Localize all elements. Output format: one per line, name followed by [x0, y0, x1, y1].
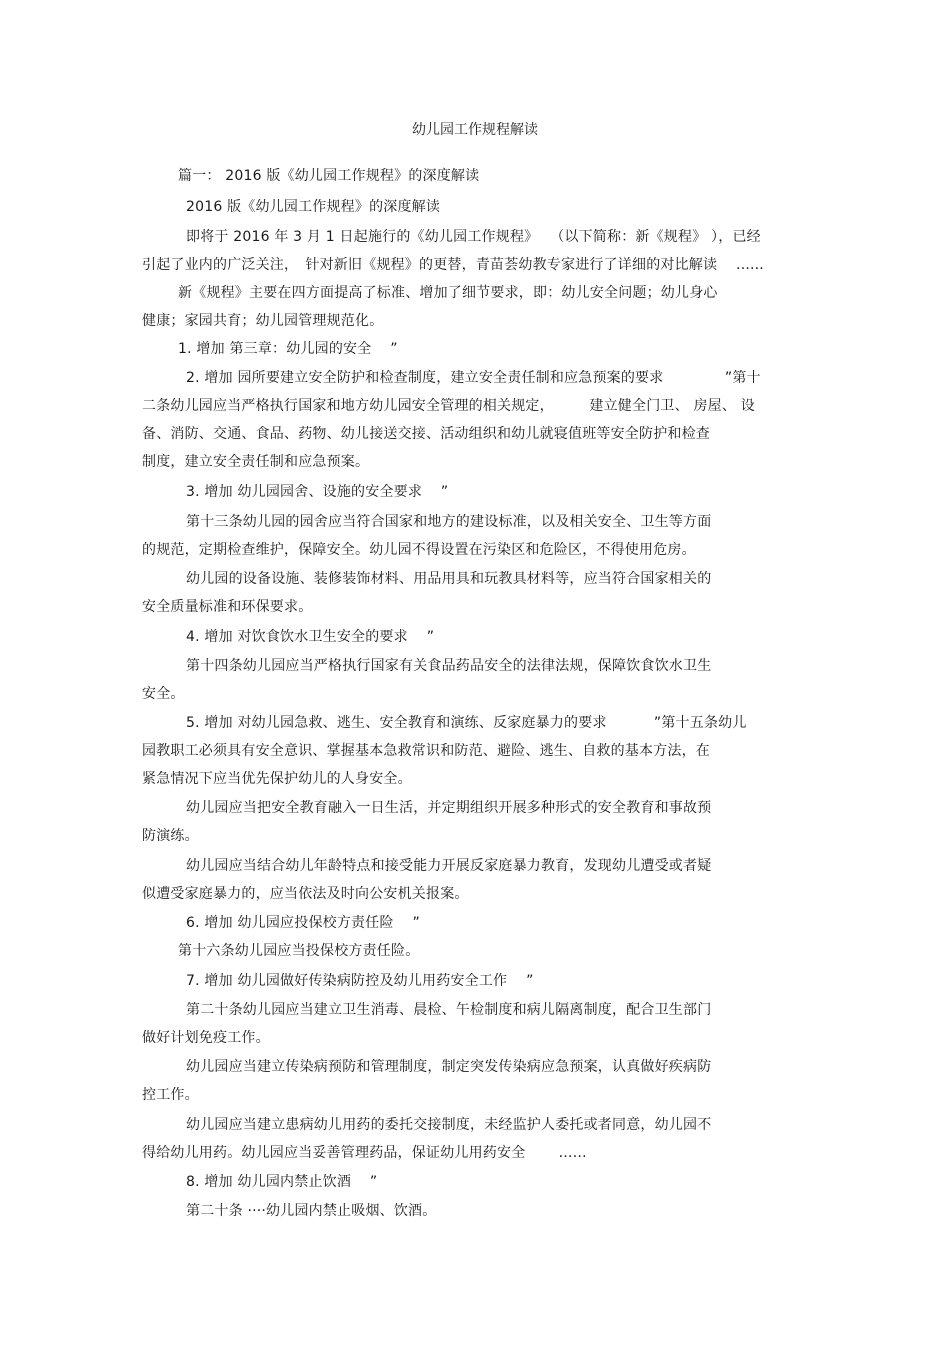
page-title: 幼儿园工作规程解读	[412, 122, 538, 138]
list-item-heading: 6. 增加 幼儿园应投保校方责任险 ”	[186, 915, 420, 931]
list-item-heading: 8. 增加 幼儿园内禁止饮酒 ”	[186, 1174, 378, 1190]
paragraph-line: 似遭受家庭暴力的，应当依法及时向公安机关报案。	[142, 886, 469, 902]
paragraph-line: 得给幼儿用药。幼儿园应当妥善管理药品，保证幼儿用药安全 ……	[142, 1145, 587, 1161]
paragraph-line: 第二十条 ····幼儿园内禁止吸烟、饮酒。	[186, 1203, 437, 1219]
sub-heading: 2016 版《幼儿园工作规程》的深度解读	[186, 199, 441, 215]
list-item-heading: 4. 增加 对饮食饮水卫生安全的要求 ”	[186, 629, 435, 645]
paragraph-line: 控工作。	[142, 1087, 199, 1103]
paragraph-line: 紧急情况下应当优先保护幼儿的人身安全。	[142, 771, 412, 787]
paragraph-line: 第十六条幼儿园应当投保校方责任险。	[178, 943, 420, 959]
paragraph-line: 健康；家园共育；幼儿园管理规范化。	[142, 313, 384, 329]
paragraph-line: 做好计划免疫工作。	[142, 1030, 270, 1046]
list-item-heading: 5. 增加 对幼儿园急救、逃生、安全教育和演练、反家庭暴力的要求 ”第十五条幼儿	[186, 715, 747, 731]
list-item-heading: 1. 增加 第三章：幼儿园的安全 ”	[178, 341, 398, 357]
paragraph-line: 的规范，定期检查维护，保障安全。幼儿园不得设置在污染区和危险区，不得使用危房。	[142, 542, 696, 558]
paragraph-line: 第十三条幼儿园的园舍应当符合国家和地方的建设标准，以及相关安全、卫生等方面	[186, 514, 712, 530]
paragraph-line: 安全。	[142, 686, 185, 702]
list-item-heading: 2. 增加 园所要建立安全防护和检查制度，建立安全责任制和应急预案的要求 ”第十	[186, 370, 761, 386]
section-heading: 篇一： 2016 版《幼儿园工作规程》的深度解读	[178, 168, 480, 184]
paragraph-line: 幼儿园应当建立患病幼儿用药的委托交接制度，未经监护人委托或者同意，幼儿园不	[186, 1117, 712, 1133]
paragraph-line: 防演练。	[142, 828, 199, 844]
paragraph-line: 即将于 2016 年 3 月 1 日起施行的《幼儿园工作规程》 （以下简称：新《规程》 ），已经	[186, 229, 761, 245]
list-item-heading: 7. 增加 幼儿园做好传染病防控及幼儿用药安全工作 ”	[186, 973, 534, 989]
list-item-heading: 3. 增加 幼儿园园舍、设施的安全要求 ”	[186, 484, 449, 500]
paragraph-line: 引起了业内的广泛关注， 针对新旧《规程》的更替，青苗荟幼教专家进行了详细的对比解读 ......	[142, 257, 764, 273]
paragraph-line: 第二十条幼儿园应当建立卫生消毒、晨检、午检制度和病儿隔离制度，配合卫生部门	[186, 1002, 712, 1018]
paragraph-line: 安全质量标准和环保要求。	[142, 599, 313, 615]
paragraph-line: 幼儿园应当建立传染病预防和管理制度，制定突发传染病应急预案，认真做好疾病防	[186, 1059, 712, 1075]
paragraph-line: 二条幼儿园应当严格执行国家和地方幼儿园安全管理的相关规定， 建立健全门卫、 房屋、 设	[142, 398, 755, 414]
paragraph-line: 幼儿园的设备设施、装修装饰材料、用品用具和玩教具材料等，应当符合国家相关的	[186, 571, 712, 587]
paragraph-line: 幼儿园应当结合幼儿年龄特点和接受能力开展反家庭暴力教育，发现幼儿遭受或者疑	[186, 858, 712, 874]
paragraph-line: 园教职工必须具有安全意识、掌握基本急救常识和防范、避险、逃生、自救的基本方法，在	[142, 743, 710, 759]
paragraph-line: 第十四条幼儿园应当严格执行国家有关食品药品安全的法律法规，保障饮食饮水卫生	[186, 658, 712, 674]
paragraph-line: 新《规程》主要在四方面提高了标准、增加了细节要求，即：幼儿安全问题；幼儿身心	[178, 285, 718, 301]
paragraph-line: 幼儿园应当把安全教育融入一日生活，并定期组织开展多种形式的安全教育和事故预	[186, 800, 712, 816]
paragraph-line: 备、消防、交通、食品、药物、幼儿接送交接、活动组织和幼儿就寝值班等安全防护和检查	[142, 426, 710, 442]
paragraph-line: 制度，建立安全责任制和应急预案。	[142, 454, 370, 470]
